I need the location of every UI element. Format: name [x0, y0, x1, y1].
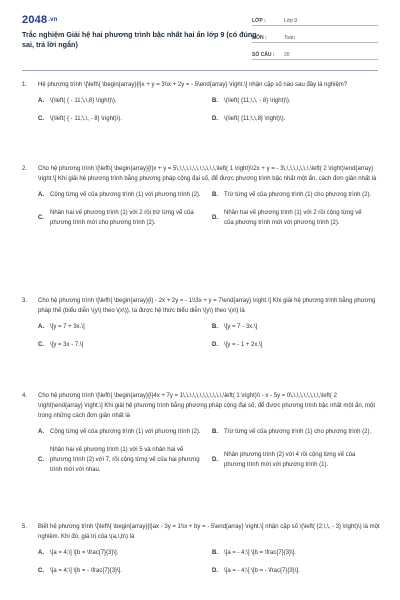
option-text: Trừ từng vế của phương trình (1) cho phương trình (2). — [224, 429, 372, 435]
option-text: Cộng từng vế của phương trình (1) với phương trình (2). — [50, 429, 201, 435]
option-b[interactable] — [212, 190, 382, 200]
option-d[interactable] — [212, 114, 382, 124]
answer-options — [38, 548, 382, 576]
option-d[interactable] — [212, 445, 382, 475]
meta-row-class — [252, 14, 378, 26]
question-number: 5. — [22, 524, 28, 530]
option-a[interactable] — [38, 322, 212, 332]
meta-value: Toán — [284, 34, 295, 41]
option-letter: A. — [38, 324, 44, 330]
option-c[interactable] — [38, 445, 212, 475]
option-letter: B. — [212, 324, 218, 330]
option-text: Nhân phương trình (2) với 4 rồi cộng từng vế của phương trình mới với phương trình (1). — [224, 452, 356, 468]
option-letter: A. — [38, 98, 44, 104]
logo-text: 2048 — [22, 14, 48, 26]
option-b[interactable] — [212, 96, 382, 106]
question-stem — [22, 522, 382, 542]
option-letter: D. — [212, 457, 218, 463]
meta-label: MÔN : — [252, 34, 267, 41]
option-text: Trừ từng vế của phương trình (1) cho phương trình (2). — [224, 192, 372, 198]
meta-row-count — [252, 48, 378, 60]
meta-label: LỚP : — [252, 17, 266, 24]
question-text: Cho hệ phương trình \[\left\{ \begin{array}{l} - 2x + 2y = - 1\\3x + y = 7\end{array} \right.\] Khi giải hệ phương trình bằng phương pháp thế (biểu diễn \(y\) theo \(x\)), ta được hệ thức biểu diễn \(y\) theo \(x\) là — [38, 298, 376, 314]
option-b[interactable] — [212, 322, 382, 332]
meta-label: SỐ CÂU : — [252, 51, 275, 58]
question-stem — [22, 80, 382, 90]
option-text: \(\left( { - 11;\,\, - 8} \right)\). — [50, 116, 122, 122]
question-stem — [22, 164, 382, 184]
option-letter: C. — [38, 215, 44, 221]
option-letter: A. — [38, 192, 44, 198]
option-text: \(\left( {11;\,\,8} \right)\). — [224, 116, 286, 122]
answer-options — [38, 427, 382, 475]
question-5 — [22, 522, 382, 576]
option-letter: A. — [38, 429, 44, 435]
option-text: \[y = 7 + 3x.\] — [50, 324, 85, 330]
meta-row-subject — [252, 31, 378, 43]
option-c[interactable] — [38, 340, 212, 350]
option-c[interactable] — [38, 114, 212, 124]
option-letter: A. — [38, 550, 44, 556]
option-b[interactable] — [212, 427, 382, 437]
option-d[interactable] — [212, 566, 382, 576]
option-d[interactable] — [212, 208, 382, 228]
option-text: \[y = 7 - 3x.\] — [224, 324, 258, 330]
answer-options — [38, 190, 382, 228]
header-divider — [22, 70, 378, 71]
option-text: \[y = 3x - 7.\] — [50, 342, 84, 348]
question-text: Cho hệ phương trình \[\left\{ \begin{array}{l}x + y = 5\,\,\,\,\,\,\,\,\,\,\,\,\left( 1 \right)\\2x + y = - 3\,\,\,\,\,\,\,\,\left( 2 \right)\end{array} \right.\] Khi giải hệ phương trình bằng phương pháp cộng đại số, để được phương trình bậc nhất một ẩn, cách đơn giản nhất là — [38, 166, 377, 182]
question-number: 1. — [22, 82, 28, 88]
option-letter: B. — [212, 429, 218, 435]
option-text: Nhân hai vế phương trình (1) với 2 rồi trừ từng vế của phương trình mới cho phương trình (2). — [50, 210, 194, 226]
option-text: Nhân hai vế phương trình (1) với 2 rồi cộng từng vế của phương trình mới với phương trình (2). — [224, 210, 362, 226]
logo-suffix: .vn — [48, 17, 58, 24]
question-text: Cho hệ phương trình \[\left\{ \begin{array}{l}4x + 7y = 1\,\,\,\,\,\,\,\,\,\,\,\,\left( 1 \right)\\ - x - 5y = 0\,\,\,\,\,\,\,\,\,\left( 2 \right)\end{array} \right.\] Khi giải hệ phương trình bằng phương pháp cộng đại số, để được phương trình bậc nhất một ẩn, một trong những cách đơn giản nhất là — [38, 393, 376, 419]
question-number: 3. — [22, 298, 28, 304]
question-text: Hệ phương trình \[\left\{ \begin{array}{l}x + y = 3\\x + 2y = - 5\end{array} \right.\] nhận cặp số nào sau đây là nghiệm? — [38, 82, 348, 88]
answer-options — [38, 322, 382, 350]
option-letter: B. — [212, 192, 218, 198]
question-stem — [22, 391, 382, 421]
meta-value: 20 — [284, 51, 290, 58]
question-4 — [22, 391, 382, 475]
site-logo[interactable] — [22, 14, 58, 26]
option-letter: C. — [38, 116, 44, 122]
answer-options — [38, 96, 382, 124]
option-text: \[y = - 1 + 2x.\] — [224, 342, 263, 348]
option-a[interactable] — [38, 96, 212, 106]
question-3 — [22, 296, 382, 350]
option-text: \[a = 4;\] \[b = \frac{7}{3}\]. — [50, 550, 119, 556]
option-text: Nhân hai vế phương trình (1) với 5 và nhân hai vế phương trình (2) với 7, rồi cộng từng vế của hai phương trình mới với nhau. — [50, 447, 200, 473]
option-letter: D. — [212, 215, 218, 221]
option-c[interactable] — [38, 208, 212, 228]
question-number: 4. — [22, 393, 28, 399]
option-letter: C. — [38, 457, 44, 463]
option-letter: B. — [212, 98, 218, 104]
option-letter: D. — [212, 116, 218, 122]
option-letter: D. — [212, 342, 218, 348]
meta-value: Lớp 9 — [284, 17, 298, 24]
option-d[interactable] — [212, 340, 382, 350]
page-header — [0, 0, 400, 66]
option-letter: B. — [212, 550, 218, 556]
option-text: \(\left( {11;\,\, - 8} \right)\). — [224, 98, 291, 104]
option-a[interactable] — [38, 427, 212, 437]
question-number: 2. — [22, 166, 28, 172]
option-b[interactable] — [212, 548, 382, 558]
option-text: \(\left( { - 11;\,\,8} \right)\). — [50, 98, 117, 104]
option-a[interactable] — [38, 548, 212, 558]
question-2 — [22, 164, 382, 228]
option-letter: C. — [38, 568, 44, 574]
document-meta — [252, 14, 378, 65]
option-c[interactable] — [38, 566, 212, 576]
option-letter: D. — [212, 568, 218, 574]
question-text: Biết hệ phương trình \[\left\{ \begin{array}{l}ax - 3y = 1\\x + by = - 5\end{array} \right.\] nhận cặp số \(\left( {2;\,\, - 3} \right)\) là một nghiệm. Khi đó, giá trị của \(a,\,b\) là — [38, 524, 380, 540]
option-letter: C. — [38, 342, 44, 348]
question-stem — [22, 296, 382, 316]
option-text: \[a = - 4;\] \[b = \frac{7}{3}\]. — [224, 550, 297, 556]
option-text: Cộng từng vế của phương trình (1) với phương trình (2). — [50, 192, 201, 198]
question-1 — [22, 80, 382, 124]
option-text: \[a = 4;\] \[b = - \frac{7}{3}\]. — [50, 568, 123, 574]
document-title: Trắc nghiệm Giải hệ hai phương trình bậc nhất hai ẩn lớp 9 (có đúng sai, trả lời ngắn) — [22, 30, 257, 49]
option-a[interactable] — [38, 190, 212, 200]
option-text: \[a = - 4;\] \[b = - \frac{7}{3}\]. — [224, 568, 300, 574]
